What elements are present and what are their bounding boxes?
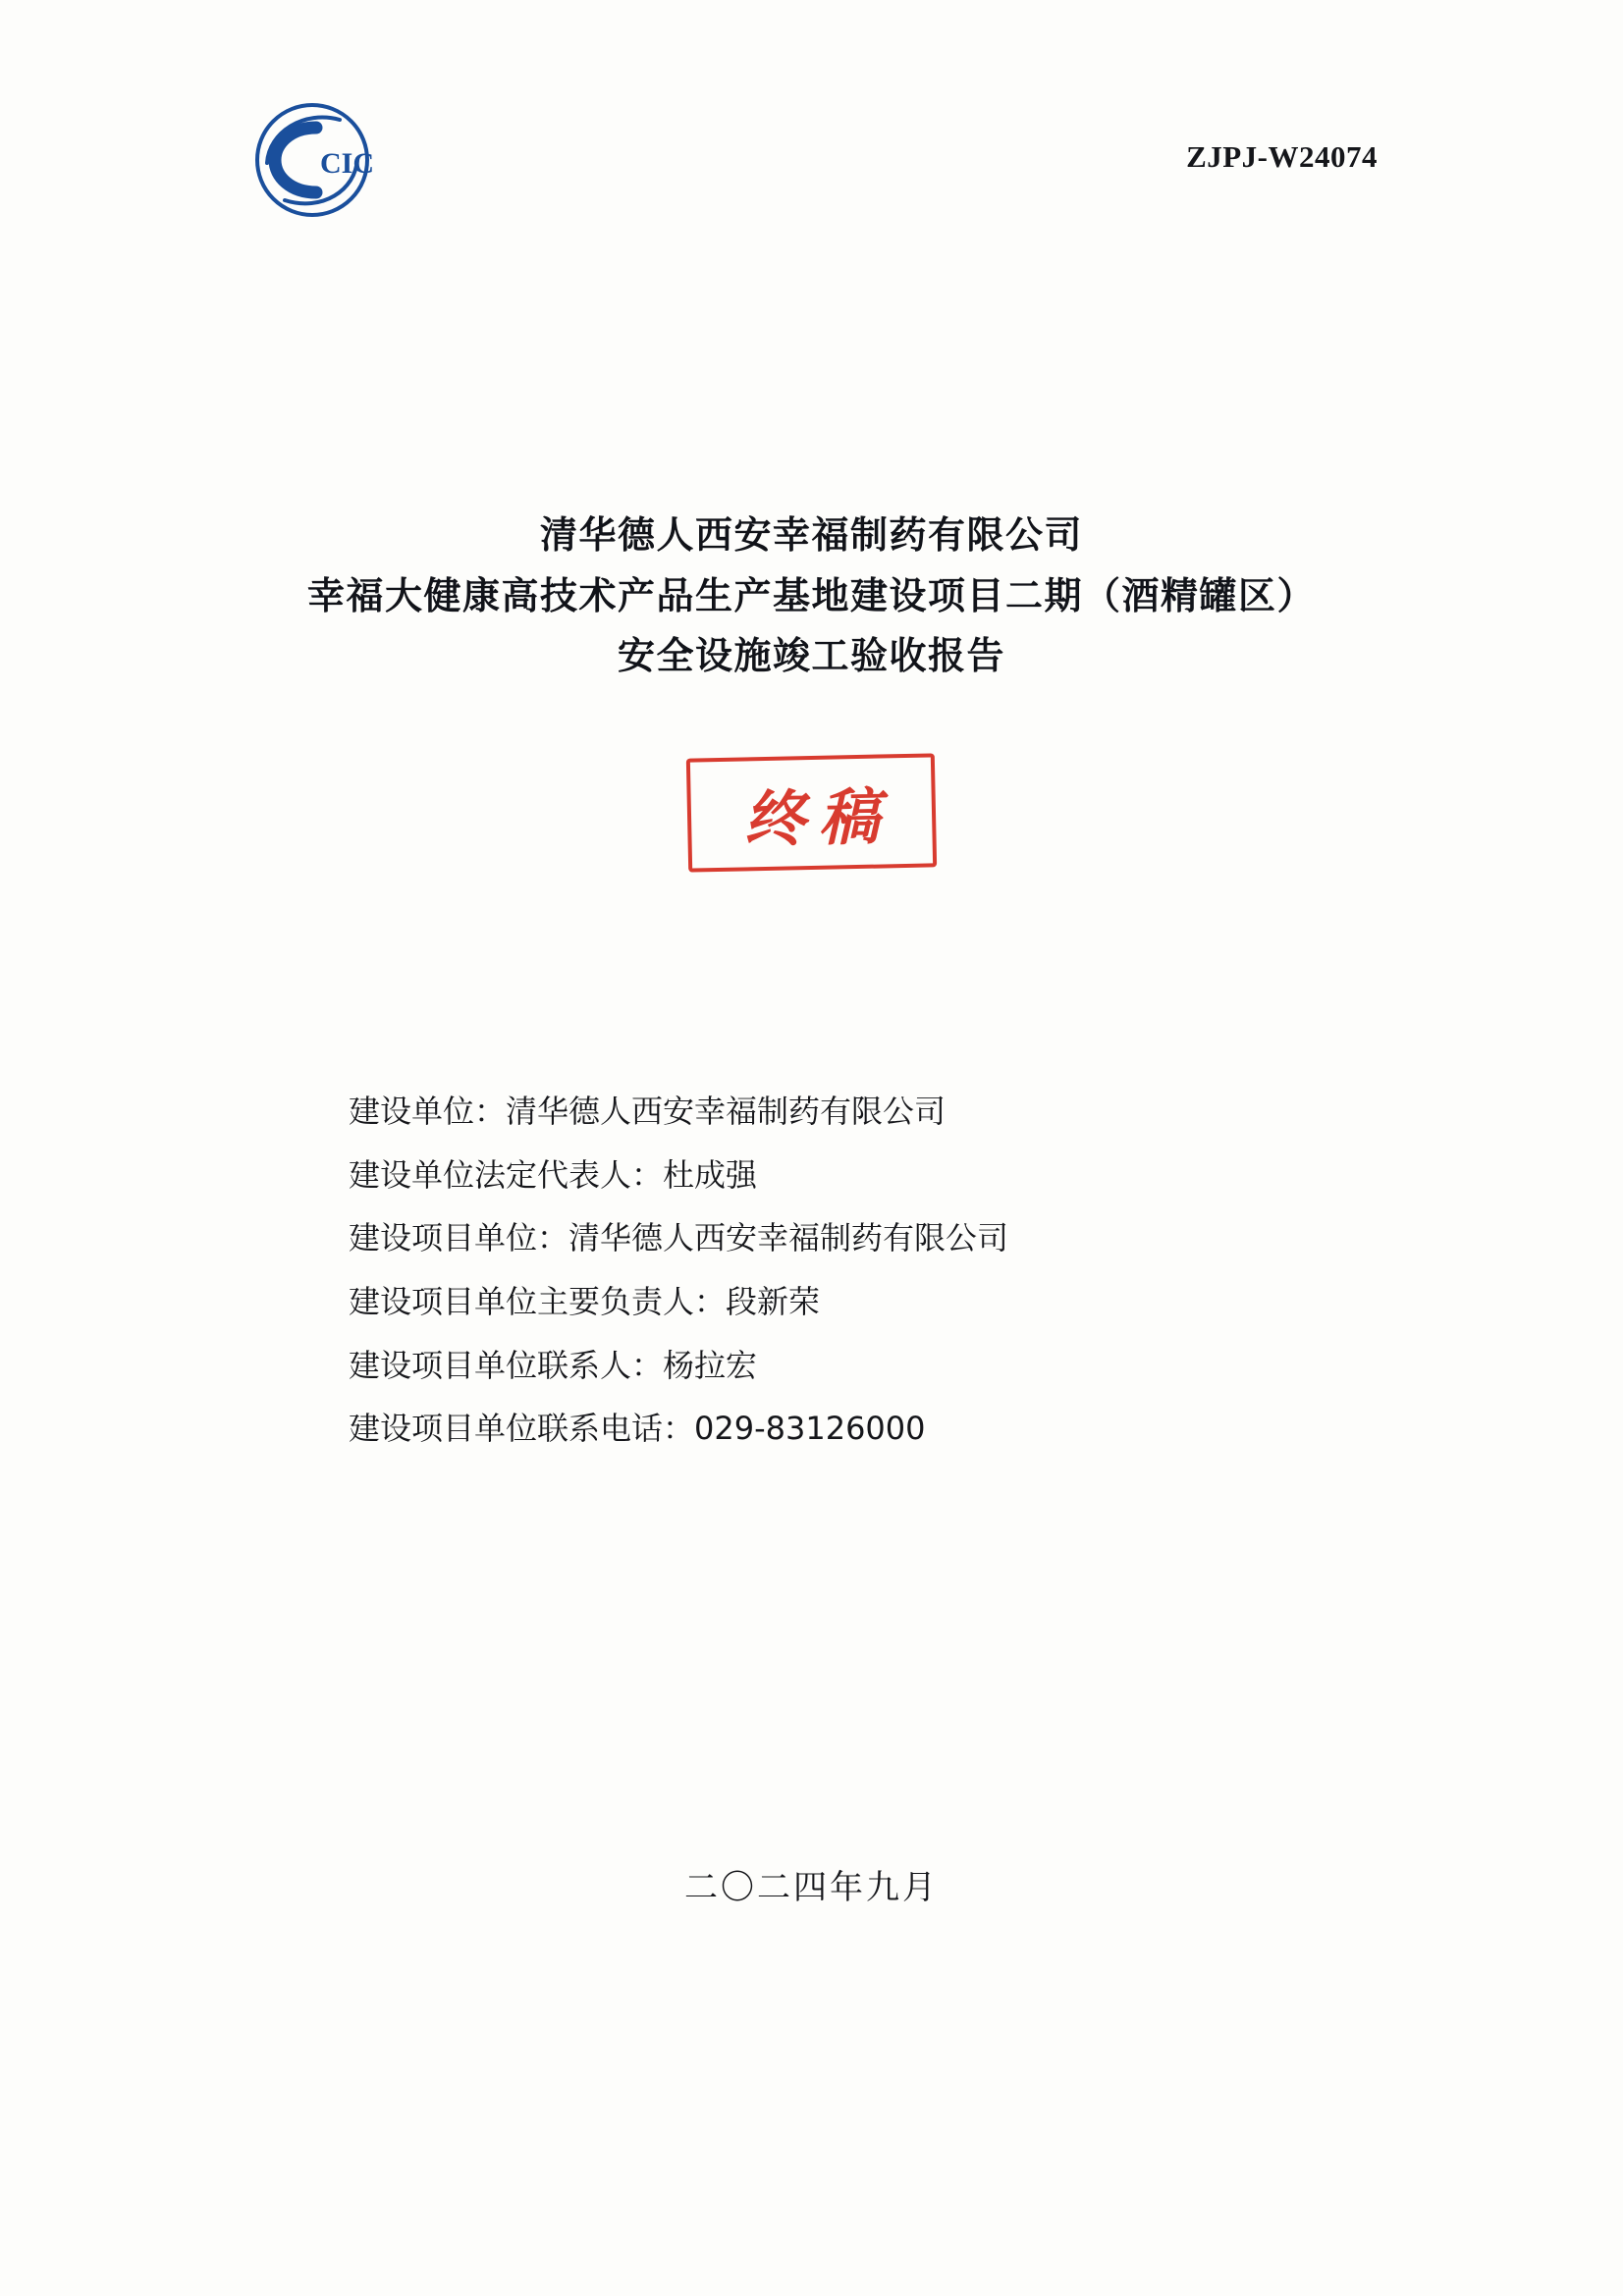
info-row-construction-unit: 建设单位：清华德人西安幸福制药有限公司 xyxy=(349,1093,947,1130)
title-line-report: 安全设施竣工验收报告 xyxy=(617,634,1005,678)
info-row-contact-person: 建设项目单位联系人：杨拉宏 xyxy=(349,1346,758,1384)
info-row-legal-representative: 建设单位法定代表人：杜成强 xyxy=(349,1155,758,1194)
svg-text:CIC: CIC xyxy=(320,147,375,180)
stamp-border xyxy=(686,753,937,872)
project-info-list xyxy=(349,1080,1427,1461)
document-title xyxy=(147,506,1476,687)
info-row-project-unit: 建设项目单位：清华德人西安幸福制药有限公司 xyxy=(349,1219,1009,1257)
document-code: ZJPJ-W24074 xyxy=(1186,139,1378,174)
title-line-company: 清华德人西安幸福制药有限公司 xyxy=(539,513,1083,557)
document-header xyxy=(245,98,1378,226)
info-row-contact-phone: 建设项目单位联系电话：029-83126000 xyxy=(349,1410,926,1448)
stamp-label: 终稿 xyxy=(742,779,894,855)
final-draft-stamp xyxy=(0,756,1623,875)
info-row-principal: 建设项目单位主要负责人：段新荣 xyxy=(349,1282,821,1320)
cic-logo-icon xyxy=(245,98,379,222)
document-date: 二〇二四年九月 xyxy=(684,1868,939,1907)
title-line-project: 幸福大健康高技术产品生产基地建设项目二期（酒精罐区） xyxy=(306,573,1316,617)
